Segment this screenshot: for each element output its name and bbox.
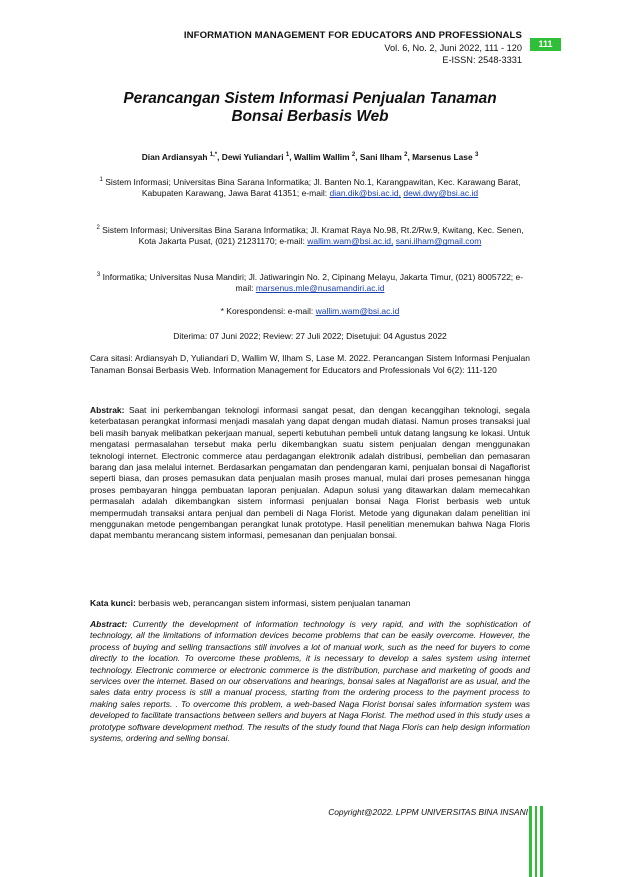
email-link[interactable]: dian.dik@bsi.ac.id,: [329, 188, 401, 199]
author-sup: 1: [285, 152, 290, 159]
email-link[interactable]: dewi.dwy@bsi.ac.id: [403, 188, 479, 199]
affiliation-text: Informatika; Universitas Nusa Mandiri; Jl. Jatiwaringin No. 2, Cipinang Melayu, Jakarta Timur, (021) 8005722; e-mail:: [102, 271, 524, 294]
abstrak-text: Saat ini perkembangan teknologi informasi sangat pesat, dan dengan kecanggihan teknologi, segala keterbatasan perangkat informasi menjadi masalah yang dapat dengan mudah diatasi. Namun proses transaksi jual beli masih banyak melibatkan pekerjaan manual, seperti kebutuhan pembeli untuk datang langsung ke lokasi. Untuk mengatasi permasalahan tersebut maka perlu dikembangkan suatu sistem penjualan dengan menggunakan teknologi internet. Electronic commerce atau perdagangan elektronik adalah distribusi, pembelian dan pemasaran barang dan jasa melalui internet. Berdasarkan pengamatan dan pendengaran kami, penjualan bonsai di Nagaflorist seperti biasa, dan proses pemasukan data penjualan masih proses manual, mulai dari proses pemesanan hingga proses pembayaran hingga pembuatan laporan penjualan. Adapun solusi yang ditawarkan dalam memecahkan permasalah adalah dikembangkan sistem informasi penjualan bonsai Naga Florist berbasis web untuk mempermudah transaksi antara penjual dan pembeli di Naga Florist. Metode yang digunakan dalam penelitian ini menggunakan metode pengembangan perangkat lunak prototype. Hasil penelitian menemukan bahwa Naga Floris dapat membantu merancang sistem informasi, pemesanan dan penjualan bonsai.: [90, 405, 530, 541]
copyright-footer: Copyright@2022. LPPM UNIVERSITAS BINA INSANI: [328, 807, 528, 817]
citation: Cara sitasi: Ardiansyah D, Yuliandari D, Wallim W, Ilham S, Lase M. 2022. Perancangan Sistem Informasi Penjualan Tanaman Bonsai Berbasis Web. Information Management for Educators and Professionals Vol 6(2): 111-120: [90, 353, 530, 375]
decor-bar: [529, 806, 532, 877]
email-link[interactable]: wallim.wam@bsi.ac.id,: [307, 236, 394, 247]
correspondence-label: * Korespondensi: e-mail:: [220, 306, 314, 316]
journal-header: [184, 30, 522, 66]
title-line-2: Bonsai Berbasis Web: [231, 108, 389, 125]
title-line-1: Perancangan Sistem Informasi Penjualan Tanaman: [123, 90, 497, 107]
keywords: [90, 598, 530, 610]
author-sup: 2: [404, 152, 408, 159]
author-sup: 3: [474, 152, 479, 159]
abstract-section: [90, 619, 530, 744]
email-link[interactable]: sani.ilham@gmail.com: [395, 236, 482, 247]
decor-bar: [540, 806, 543, 877]
affiliation-sup: 2: [96, 225, 100, 231]
author-name: Marsenus Lase: [412, 152, 473, 162]
affiliation-sup: 3: [96, 272, 101, 278]
page-number-badge: 111: [530, 38, 561, 51]
email-link[interactable]: marsenus.mle@nusamandiri.ac.id: [255, 283, 385, 294]
submission-dates: Diterima: 07 Juni 2022; Review: 27 Juli 2022; Disetujui: 04 Agustus 2022: [173, 331, 447, 341]
author-name: Dewi Yuliandari: [221, 152, 284, 162]
abstract-text: Currently the development of information technology is very rapid, and with the sophistication of technology, all the limitations of information devices become problems that can be easily overcome. However, the process of buying and selling transactions still involves a lot of manual work, such as the need for buyers to come directly to the location. To overcome these problems, it is necessary to develop a sales system using internet technology. Electronic commerce or electronic commerce is the distribution, purchase and marketing of goods and services over the internet. Based on our observations and hearings, bonsai sales at Nagaflorist are as usual, and the sales data entry process is still a manual process, starting from the ordering process to the payment process to making sales reports. . To overcome this problem, a web-based Naga Florist bonsai sales information system was developed to facilitate transactions between sellers and buyers at Naga Florist. The method used in this study uses a prototype software development method. The results of the study found that Naga Floris can help design information systems, ordering and selling bonsai.: [90, 619, 530, 744]
journal-volume: Vol. 6, No. 2, Juni 2022, 111 - 120: [384, 43, 522, 53]
affiliation-text: Sistem Informasi; Universitas Bina Sarana Informatika; Jl. Banten No.1, Karangpawitan, Kec. Karawang Barat, Kabupaten Karawang, Jawa Barat 41351; e-mail:: [105, 176, 521, 199]
paper-title: [60, 90, 560, 126]
keywords-label: Kata kunci:: [90, 598, 136, 608]
affiliation-2: [90, 223, 530, 248]
author-name: Wallim Wallim: [293, 152, 350, 162]
abstract-label: Abstract:: [90, 619, 128, 629]
author-sup: 1,*: [209, 152, 218, 159]
decor-bar: [535, 806, 538, 877]
footer-decoration: [529, 806, 543, 877]
email-link[interactable]: wallim.wam@bsi.ac.id: [315, 306, 400, 316]
affiliation-text: Sistem Informasi; Universitas Bina Sarana Informatika; Jl. Kramat Raya No.98, Rt.2/Rw.9, Kwitang, Kec. Senen, Kota Jakarta Pusat, (021) 21231170; e-mail:: [102, 224, 524, 247]
correspondence: [90, 306, 530, 318]
author-name: Sani Ilham: [359, 152, 402, 162]
author-sup: 2: [351, 152, 356, 159]
abstrak-label: Abstrak:: [90, 405, 125, 415]
journal-issn: E-ISSN: 2548-3331: [442, 55, 522, 65]
author-list: Dian Ardiansyah $^{1,*}$, Dewi Yuliandari $^1$, Wallim Wallim $^2$, Sani Ilham $^2$, Marsenus Lase $^3$: [141, 152, 479, 162]
journal-name: INFORMATION MANAGEMENT FOR EDUCATORS AND PROFESSIONALS: [183, 30, 522, 41]
affiliation-3: [90, 270, 530, 295]
affiliation-1: [90, 175, 530, 200]
author-name: Dian Ardiansyah: [141, 152, 208, 162]
affiliation-sup: 1: [99, 177, 103, 183]
keywords-text: berbasis web, perancangan sistem informasi, sistem penjualan tanaman: [138, 598, 411, 608]
abstrak-section: [90, 405, 530, 542]
